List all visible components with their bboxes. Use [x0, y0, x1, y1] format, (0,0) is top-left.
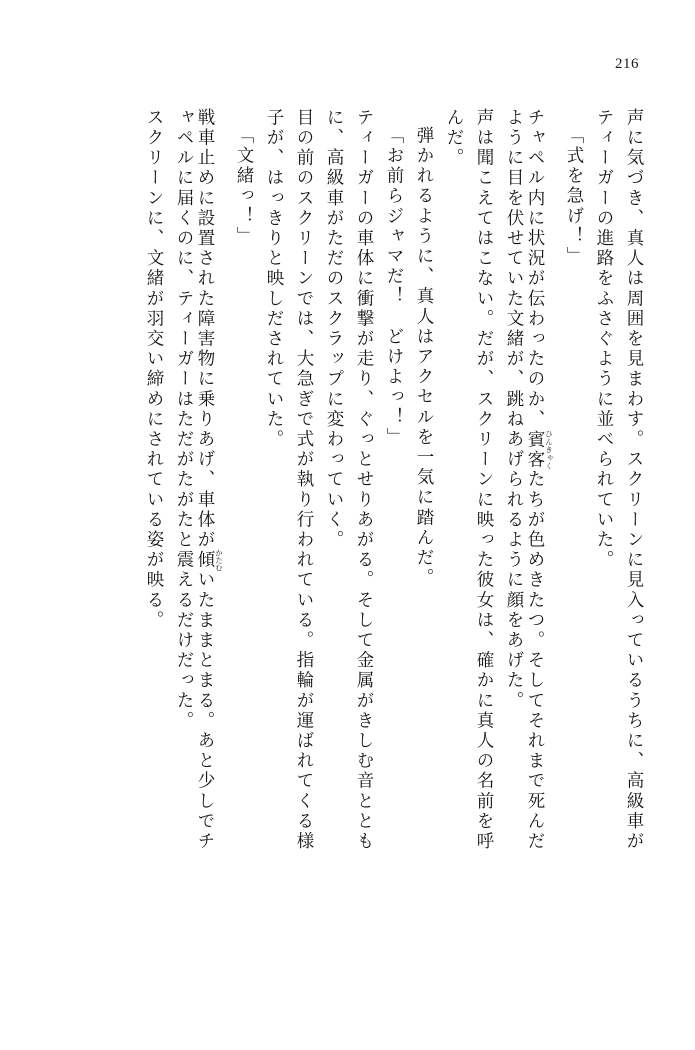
ruby-base: 傾 — [196, 549, 216, 572]
text-line: 「文緒っ！」 — [235, 126, 255, 247]
text-segment: いたままとまる。あと少しでチ — [196, 570, 216, 852]
ruby-binkyaku — [526, 429, 554, 470]
text-line: 「式を急げ！」 — [565, 126, 585, 267]
text-line: 声は聞こえてはこない。だが、スクリーンに映った彼女は、確かに真人の名前を呼 — [475, 108, 495, 852]
text-segment: 戦車止めに設置された障害物に乗りあげ、車体が — [196, 108, 216, 551]
vertical-text-body — [62, 108, 643, 1010]
text-line-with-ruby — [523, 108, 553, 988]
text-line: ティーガーの車体に衝撃が走り、ぐっとせりあがる。そして金属がきしむ音ととも — [355, 108, 375, 852]
text-line: 目の前のスクリーンでは、大急ぎで式が執り行われている。指輪が運ばれてくる様 — [295, 108, 315, 852]
text-line: ティーガーの進路をふさぐように並べられていた。 — [595, 108, 615, 571]
text-line: スクリーンに、文緒が羽交い締めにされている姿が映る。 — [145, 108, 165, 631]
ruby-katamu — [196, 549, 224, 572]
ruby-reading: ひんきゃく — [544, 429, 554, 470]
text-line: に、高級車がただのスクラップに変わっていく。 — [325, 108, 345, 551]
text-line-with-ruby — [193, 108, 223, 988]
text-line: 声に気づき、真人は周囲を見まわす。スクリーンに見入っているうちに、高級車が — [625, 108, 645, 852]
ruby-reading: かたむ — [214, 549, 224, 572]
text-line: ように目を伏せていた文緒が、跳ねあげられるように顔をあげた。 — [505, 108, 525, 711]
page-number: 216 — [615, 56, 639, 72]
text-line: ャペルに届くのに、ティーガーはただがたがたと震えるだけだった。 — [175, 108, 195, 732]
text-segment: チャペル内に状況が伝わったのか、 — [526, 108, 546, 430]
text-line: 弾かれるように、真人はアクセルを一気に踏んだ。 — [415, 126, 435, 589]
ruby-base: 賓客 — [526, 429, 546, 470]
text-line: 「お前らジャマだ！ どけよっ！」 — [385, 126, 405, 448]
text-segment: たちが色めきたつ。そしてそれまで死んだ — [526, 469, 546, 852]
text-line: 子が、はっきりと映しだされていた。 — [265, 108, 285, 450]
text-line: んだ。 — [445, 108, 465, 169]
